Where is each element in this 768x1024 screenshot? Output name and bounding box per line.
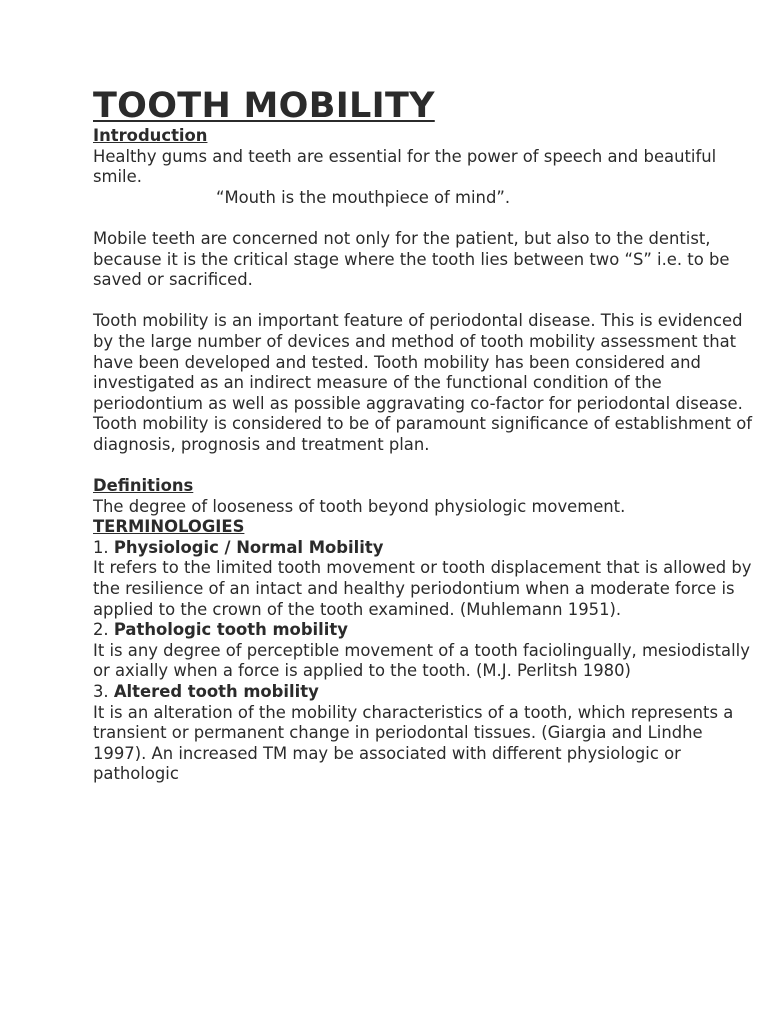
spacer <box>93 208 753 229</box>
spacer <box>93 291 753 312</box>
term-2-text: It is any degree of perceptible movement of a tooth faciolingually, mesiodistally or axially when a force is applied to the tooth. (M.J. Perlitsh 1980) <box>93 640 750 681</box>
intro-paragraph-3: Tooth mobility is an important feature of periodontal disease. This is evidenced by the large number of devices and method of tooth mobility assessment that have been developed and tested. Tooth mobility has been considered and investigated as an indirect measure of the functional condition of the periodontium as well as possible aggravating co-factor for periodontal disease. Tooth mobility is considered to be of paramount significance of establishment of diagnosis, prognosis and treatment plan. <box>93 311 753 454</box>
intro-paragraph-1: Healthy gums and teeth are essential for the power of speech and beautiful smile. <box>93 146 717 187</box>
term-1-title <box>93 538 753 559</box>
term-2-title <box>93 620 753 641</box>
term-2-number: 2. <box>93 620 109 640</box>
introduction-heading: Introduction <box>93 126 208 145</box>
definitions-heading: Definitions <box>93 476 194 496</box>
term-1-text: It refers to the limited tooth movement or tooth displacement that is allowed by the resilience of an intact and healthy periodontium when a moderate force is applied to the crown of the tooth examined. (Muhlemann 1951). <box>93 558 752 619</box>
term-1-number: 1. <box>93 537 109 557</box>
term-3-title <box>93 682 753 703</box>
term-3-name: Altered tooth mobility <box>113 682 319 702</box>
quote: “Mouth is the mouthpiece of mind”. <box>216 187 511 207</box>
intro-paragraph-2: Mobile teeth are concerned not only for the patient, but also to the dentist, because it is the critical stage where the tooth lies between two “S” i.e. to be saved or sacrificed. <box>93 228 730 290</box>
document-title: TOOTH MOBILITY <box>93 86 435 126</box>
definition-text: The degree of looseness of tooth beyond physiologic movement. <box>93 496 626 516</box>
document-page <box>93 86 753 785</box>
term-3-number: 3. <box>93 682 109 702</box>
terminologies-heading: TERMINOLOGIES <box>93 517 245 537</box>
term-3-text: It is an alteration of the mobility characteristics of a tooth, which represents a transient or permanent change in periodontal tissues. (Giargia and Lindhe 1997). An increased TM may be associated with different physiologic or pathologic <box>93 702 734 784</box>
term-2-name: Pathologic tooth mobility <box>113 620 348 640</box>
term-1-name: Physiologic / Normal Mobility <box>113 537 384 557</box>
spacer <box>93 456 753 477</box>
